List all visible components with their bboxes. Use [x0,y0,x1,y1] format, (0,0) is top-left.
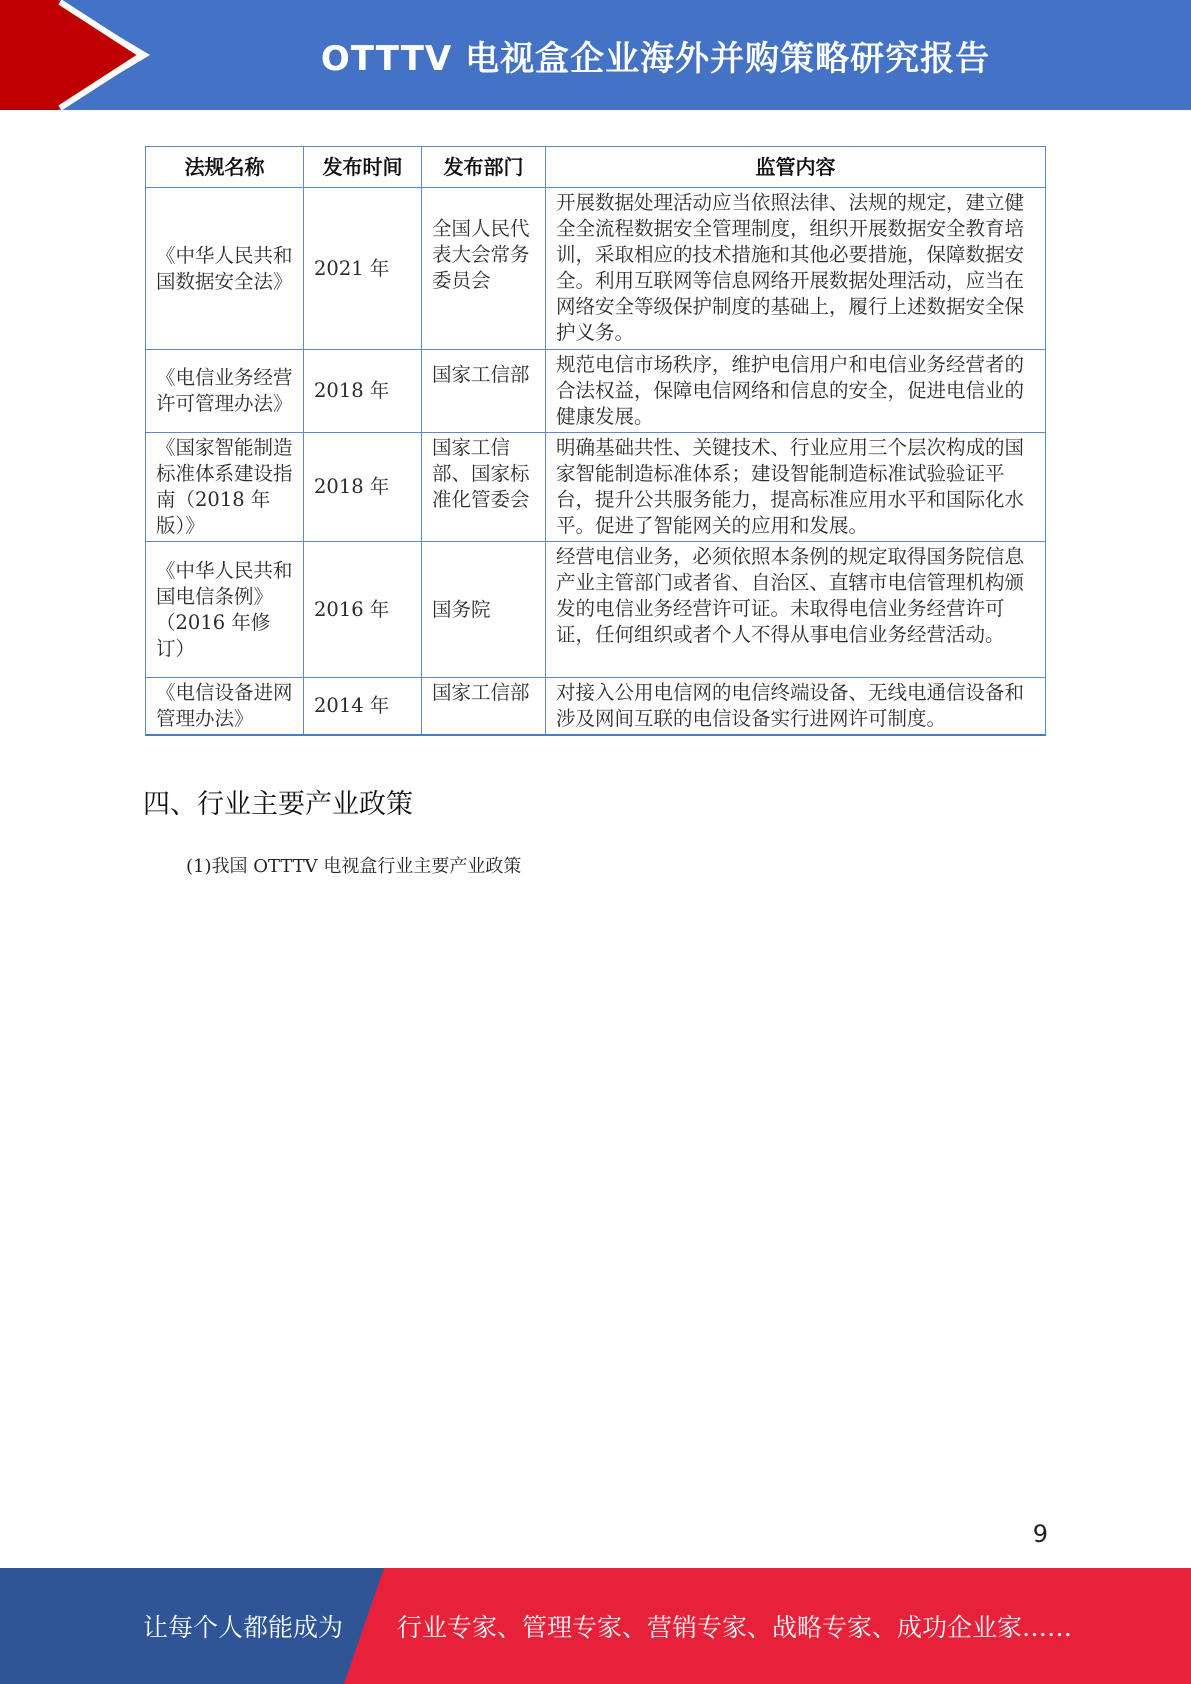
regulation-table [145,146,1046,736]
section-heading: 四、行业主要产业政策 [143,789,413,820]
page-number: 9 [1032,1520,1048,1548]
footer-slogan: 行业专家、管理专家、营销专家、战略专家、成功企业家…… [397,1613,1073,1642]
footer-banner [0,1568,1191,1684]
regulation-content: 经营电信业务，必须依照本条例的规定取得国务院信息产业主管部门或者省、自治区、直辖市电信管理机构颁发的电信业务经营许可证。未取得电信业务经营许可证，任何组织或者个人不得从事电信业务经营活动。 [546,542,1046,678]
table-header-row [146,147,1046,188]
regulation-dept: 国务院 [422,542,546,678]
regulation-dept: 国家工信部 [422,678,546,736]
regulation-content: 开展数据处理活动应当依照法律、法规的规定，建立健全全流程数据安全管理制度，组织开展数据安全教育培训，采取相应的技术措施和其他必要措施，保障数据安全。利用互联网等信息网络开展数据处理活动，应当在网络安全等级保护制度的基础上，履行上述数据安全保护义务。 [546,188,1046,350]
regulation-name: 《中华人民共和国电信条例》（2016 年修订） [146,542,304,678]
regulation-name: 《中华人民共和国数据安全法》 [146,188,304,350]
section-subheading: (1)我国 OTTTV 电视盒行业主要产业政策 [186,856,522,877]
regulation-year: 2021 年 [304,188,422,350]
table-row [146,433,1046,542]
regulation-dept: 国家工信部、国家标准化管委会 [422,433,546,542]
table-row [146,678,1046,736]
regulation-year: 2016 年 [304,542,422,678]
regulation-name: 《电信设备进网管理办法》 [146,678,304,736]
report-header-banner [0,0,1191,110]
regulation-content: 对接入公用电信网的电信终端设备、无线电通信设备和涉及网间互联的电信设备实行进网许可制度。 [546,678,1046,736]
table-row [146,542,1046,678]
regulation-year: 2014 年 [304,678,422,736]
table-row [146,350,1046,433]
regulation-year: 2018 年 [304,433,422,542]
regulation-year: 2018 年 [304,350,422,433]
regulation-content: 规范电信市场秩序，维护电信用户和电信业务经营者的合法权益，保障电信网络和信息的安全，促进电信业的健康发展。 [546,350,1046,433]
footer-lead-text: 让每个人都能成为 [143,1613,344,1642]
report-title: OTTTV 电视盒企业海外并购策略研究报告 [320,38,991,79]
column-header-name: 法规名称 [146,147,304,188]
column-header-dept: 发布部门 [422,147,546,188]
table-row [146,188,1046,350]
column-header-year: 发布时间 [304,147,422,188]
column-header-content: 监管内容 [546,147,1046,188]
regulation-name: 《电信业务经营许可管理办法》 [146,350,304,433]
regulation-dept: 国家工信部 [422,350,546,433]
regulation-dept: 全国人民代表大会常务委员会 [422,188,546,350]
regulation-name: 《国家智能制造标准体系建设指南（2018 年版）》 [146,433,304,542]
regulation-content: 明确基础共性、关键技术、行业应用三个层次构成的国家智能制造标准体系；建设智能制造标准试验验证平台，提升公共服务能力，提高标准应用水平和国际化水平。促进了智能网关的应用和发展。 [546,433,1046,542]
